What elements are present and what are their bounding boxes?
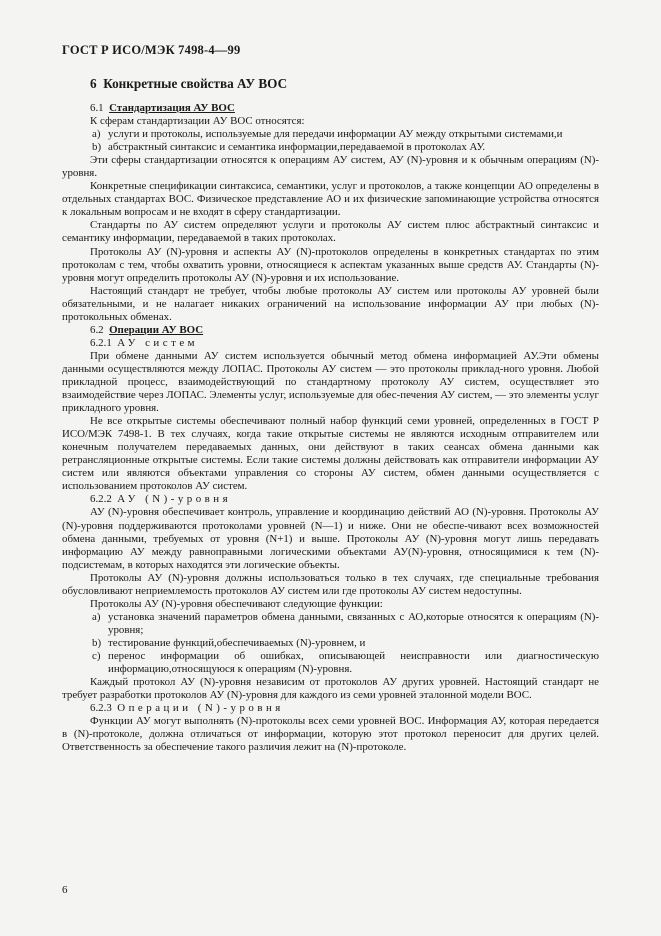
clause-title: Операции (N)-уровня — [117, 702, 284, 715]
list-text: абстрактный синтаксис и семантика информации,передаваемой в протоколах АУ. — [108, 141, 486, 154]
paragraph: При обмене данными АУ систем используется обычный метод обмена информацией АУ.Эти обмены данными осуществляются между ЛОПАС. Протоколы АУ систем — это протоколы приклад-ного уровня. Любой прикладной процесс, взаимодействующий по стандартному протоколу АУ систем, осуществляет это взаимодействие через ЛОПАС. Элементы услуг, используемые для обес-печения АУ систем, — это элементы услуг прикладного уровня. — [62, 349, 599, 415]
paragraph: Протоколы АУ (N)-уровня и аспекты АУ (N)-протоколов определены в конкретных стандартах по этим протоколам с тем, чтобы охватить уровни, относящиеся к аспектам указанных выше средств АУ. Стандарты (N)-уровня могут определить протоколы АУ (N)-уровня и их использование. — [62, 245, 599, 284]
list-text: установка значений параметров обмена данными, связанных с АО,которые относятся к операциям (N)-уровня; — [108, 610, 599, 636]
clause-number: 6.2.3 — [90, 702, 112, 715]
list-item — [62, 637, 599, 650]
subsection-title: Операции АУ ВОС — [109, 323, 204, 336]
section-title: Конкретные свойства АУ ВОС — [103, 76, 288, 91]
clause-title: АУ (N)-уровня — [117, 493, 232, 506]
list-text: тестирование функций,обеспечиваемых (N)-уровнем, и — [108, 636, 366, 649]
paragraph: Настоящий стандарт не требует, чтобы любые протоколы АУ систем или протоколы АУ уровней были обязательными, и не налагает никаких ограничений на использование информации АУ при любых (N)-протокольных обменах. — [62, 284, 599, 323]
clause-number: 6.2.1 — [90, 336, 112, 349]
list-item — [62, 650, 599, 676]
paragraph: Функции АУ могут выполнять (N)-протоколы всех семи уровней ВОС. Информация АУ, которая передается в (N)-протоколе, должна отличаться от информации, которую этот протокол переносит для других целей. Ответственность за обеспечение такого различия лежит на (N)-протоколе. — [62, 715, 599, 754]
clause-heading-6-2-2 — [62, 493, 599, 506]
paragraph: Эти сферы стандартизации относятся к операциям АУ систем, АУ (N)-уровня и к обычным операциям (N)-уровня. — [62, 154, 599, 180]
paragraph: АУ (N)-уровня обеспечивает контроль, управление и координацию действий АО (N)-уровня. Протоколы АУ (N)-уровня поддерживаются протоколами уровней (N—1) и ниже. Они не обеспе-чивают всех возможностей обмена данными, требуемых от уровня (N+1) и выше. Протоколы АУ (N)-уровня могут лишь передавать информацию АУ между равноправными логическими объектами АУ(N)-уровня, относящимися к тем (N)-подсистемам, в которых находятся эти логические объекты. — [62, 506, 599, 571]
page-number: 6 — [62, 884, 68, 896]
paragraph: Стандарты по АУ систем определяют услуги и протоколы АУ систем плюс абстрактный синтаксис и семантику информации, передаваемой в таких протоколах. — [62, 219, 599, 245]
paragraph: Конкретные спецификации синтаксиса, семантики, услуг и протоколов, а также концепции АО определены в отдельных стандартах ВОС. Физическое представление АО и их физические запоминающие устройства относятся к локальным вопросам и не входят в сферу стандартизации. — [62, 180, 599, 219]
list-marker: b) — [92, 636, 102, 649]
paragraph: Протоколы АУ (N)-уровня должны использоваться только в тех случаях, где специальные требования обусловливают неприемлемость протоколов АУ систем или где протоколы АУ систем недоступны. — [62, 571, 599, 597]
paragraph: Протоколы АУ (N)-уровня обеспечивают следующие функции: — [90, 597, 383, 610]
list-text: перенос информации об ошибках, описывающей неисправности или диагностическую информацию,относящуюся к операциям (N)-уровня. — [108, 649, 599, 676]
list-marker: b) — [92, 141, 102, 154]
list-marker: с) — [92, 649, 101, 662]
list-text: услуги и протоколы, используемые для передачи информации АУ между открытыми системами,и — [108, 128, 563, 141]
paragraph: Не все открытые системы обеспечивают полный набор функций семи уровней, определенных в ГОСТ Р ИСО/МЭК 7498-1. В тех случаях, когда такие открытые системы не являются исходным отправителем или конечным получателем передаваемых данных, они действуют в таких сеансах обмена данными как ретрансляционные открытые системы. Если такие системы должны действовать как отправители информации АУ систем или являются объектами управления со стороны АУ систем, обмен данными осуществляется с использованием протоколов АУ систем. — [62, 415, 599, 493]
subsection-title: Стандартизация АУ ВОС — [109, 102, 235, 114]
list-item — [62, 611, 599, 637]
section-number: 6 — [90, 76, 97, 91]
page-content — [62, 76, 599, 754]
subsection-number: 6.1 — [90, 102, 104, 114]
clause-title: АУ систем — [117, 336, 199, 349]
list-marker: а) — [92, 128, 101, 141]
subsection-number: 6.2 — [90, 323, 104, 336]
subsection-heading-6-1 — [62, 102, 599, 115]
document-header: ГОСТ Р ИСО/МЭК 7498-4—99 — [62, 43, 241, 57]
clause-heading-6-2-1 — [62, 337, 599, 350]
list-item — [62, 141, 599, 154]
paragraph: К сферам стандартизации АУ ВОС относятся: — [90, 115, 305, 128]
section-heading — [62, 76, 599, 92]
clause-heading-6-2-3 — [62, 702, 599, 715]
subsection-heading-6-2 — [62, 324, 599, 337]
clause-number: 6.2.2 — [90, 493, 112, 506]
list-marker: а) — [92, 610, 101, 623]
paragraph: Каждый протокол АУ (N)-уровня независим от протоколов АУ других уровней. Настоящий стандарт не требует разработки протоколов АУ (N)-уровня для каждого из семи уровней эталонной модели ВОС. — [62, 676, 599, 702]
list-item — [62, 128, 599, 141]
